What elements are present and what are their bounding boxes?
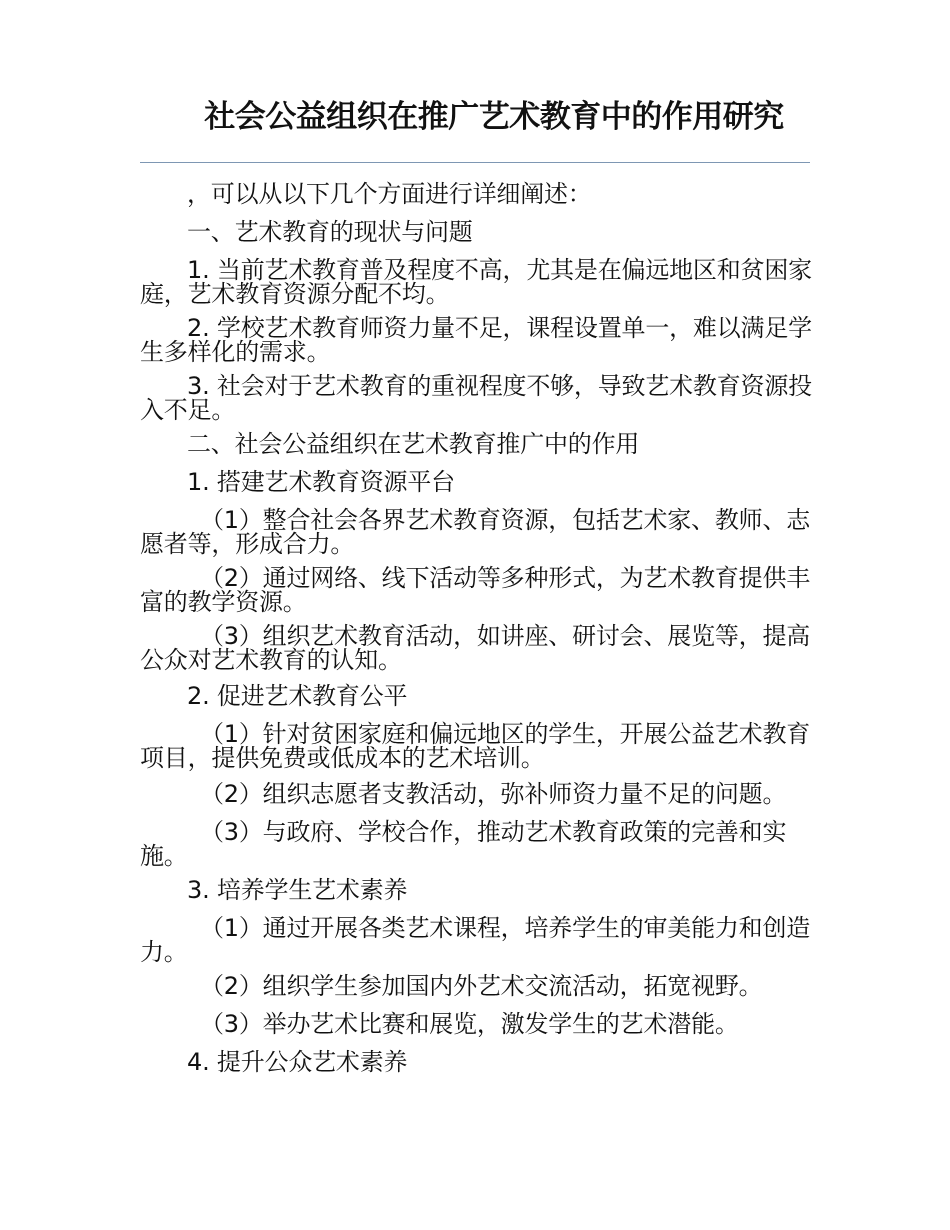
paragraph-item: （2）组织学生参加国内外艺术交流活动，拓宽视野。 [200,972,763,1000]
subsection-heading: 2. 促进艺术教育公平 [187,682,408,710]
section-heading-2: 二、社会公益组织在艺术教育推广中的作用 [187,430,640,458]
intro-paragraph: ，可以从以下几个方面进行详细阐述： [187,180,592,208]
document-title: 社会公益组织在推广艺术教育中的作用研究 [204,99,784,135]
paragraph-item: （3）组织艺术教育活动，如讲座、研讨会、展览等，提高公众对艺术教育的认知。 [140,622,811,674]
subsection-heading: 3. 培养学生艺术素养 [187,876,408,904]
paragraph-item: 2. 学校艺术教育师资力量不足，课程设置单一，难以满足学生多样化的需求。 [140,314,812,366]
paragraph-item: （1）针对贫困家庭和偏远地区的学生，开展公益艺术教育项目，提供免费或低成本的艺术培训。 [140,720,811,772]
subsection-heading: 4. 提升公众艺术素养 [187,1048,408,1076]
title-divider [140,162,810,163]
subsection-heading: 1. 搭建艺术教育资源平台 [187,468,455,496]
paragraph-item: （2）通过网络、线下活动等多种形式，为艺术教育提供丰富的教学资源。 [140,564,811,616]
section-heading-1: 一、艺术教育的现状与问题 [187,218,473,246]
paragraph-item: （1）整合社会各界艺术教育资源，包括艺术家、教师、志愿者等，形成合力。 [140,506,811,558]
title-block [140,99,810,164]
paragraph-item: （2）组织志愿者支教活动，弥补师资力量不足的问题。 [200,780,787,808]
paragraph-item: （3）与政府、学校合作，推动艺术教育政策的完善和实施。 [140,818,787,870]
paragraph-item: 1. 当前艺术教育普及程度不高，尤其是在偏远地区和贫困家庭，艺术教育资源分配不均。 [140,256,812,308]
paragraph-item: （3）举办艺术比赛和展览，激发学生的艺术潜能。 [200,1010,739,1038]
paragraph-item: （1）通过开展各类艺术课程，培养学生的审美能力和创造力。 [140,914,811,966]
paragraph-item: 3. 社会对于艺术教育的重视程度不够，导致艺术教育资源投入不足。 [140,372,812,424]
